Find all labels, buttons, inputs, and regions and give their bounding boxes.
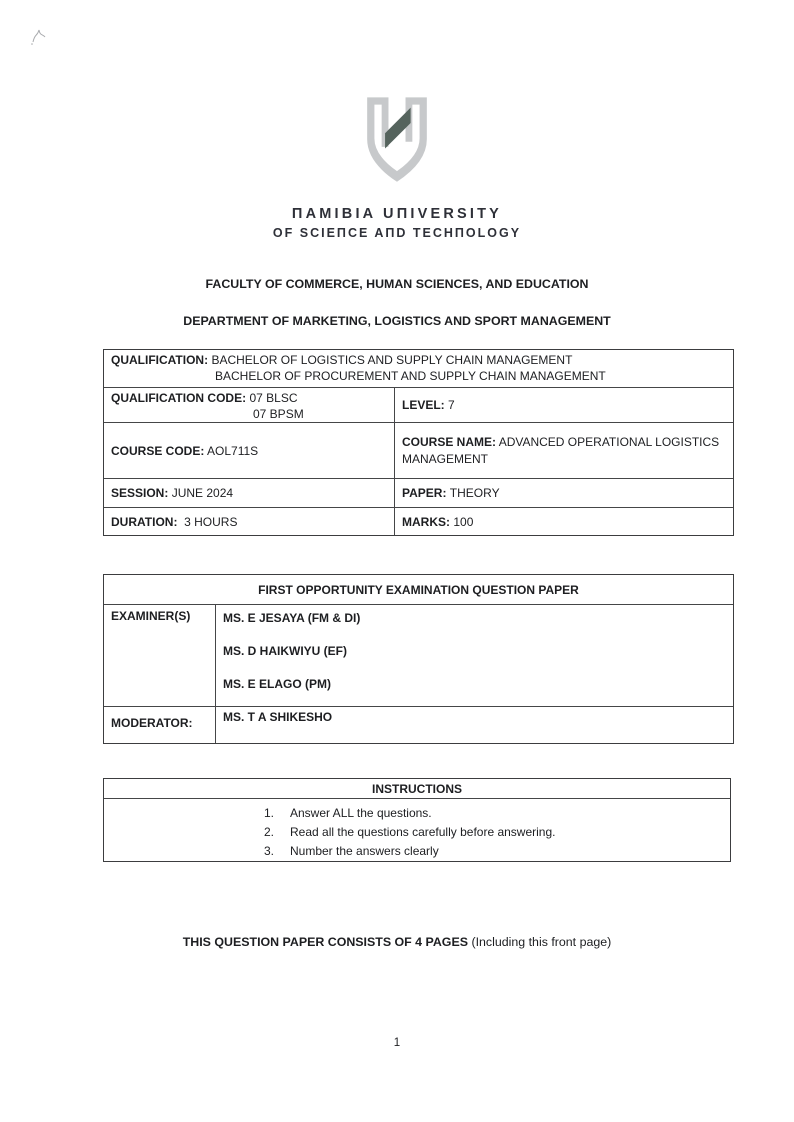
marks-label: MARKS: xyxy=(402,514,450,529)
duration-cell xyxy=(104,507,394,535)
page-count-statement xyxy=(0,935,794,949)
exam-paper-title: FIRST OPPORTUNITY EXAMINATION QUESTION PAPER xyxy=(258,582,579,597)
university-wordmark-line2: OF SCIEΠCE AΠD TECHΠOLOGY xyxy=(272,226,522,240)
duration-label: DURATION: xyxy=(111,514,178,529)
examiners-label-cell: EXAMINER(S) xyxy=(104,604,215,706)
nust-shield-icon xyxy=(354,94,440,198)
session-cell xyxy=(104,478,394,507)
qualification-cell xyxy=(104,350,733,387)
instructions-list xyxy=(104,798,730,861)
page-count-bold: THIS QUESTION PAPER CONSISTS OF 4 PAGES xyxy=(182,935,468,949)
instructions-table xyxy=(103,778,731,862)
qualification-code-line1: 07 BLSC xyxy=(249,391,298,405)
instruction-text: Number the answers clearly xyxy=(290,844,439,858)
marks-value: 100 xyxy=(453,514,474,529)
instruction-text: Read all the questions carefully before answering. xyxy=(290,825,556,839)
qualification-label: QUALIFICATION: xyxy=(111,353,209,367)
moderator-name-cell: MS. T A SHIKESHO xyxy=(215,706,733,743)
marks-cell xyxy=(394,507,733,535)
examiner-name: MS. E ELAGO (PM) xyxy=(223,677,331,691)
course-info-table xyxy=(103,349,734,536)
level-value: 7 xyxy=(448,398,455,412)
examination-table xyxy=(103,574,734,744)
paper-cell xyxy=(394,478,733,507)
page-count-normal: (Including this front page) xyxy=(471,935,612,949)
qualification-code-label: QUALIFICATION CODE: xyxy=(111,391,247,405)
course-code-label: COURSE CODE: xyxy=(111,443,205,458)
level-cell xyxy=(394,387,733,422)
examiner-name: MS. D HAIKWIYU (EF) xyxy=(223,644,347,658)
course-name-cell xyxy=(394,422,733,478)
instruction-number: 1. xyxy=(264,806,275,820)
moderator-label-cell: MODERATOR: xyxy=(104,706,215,743)
session-label: SESSION: xyxy=(111,486,169,500)
examiner-name: MS. E JESAYA (FM & DI) xyxy=(223,611,361,625)
instruction-number: 2. xyxy=(264,825,275,839)
university-logo xyxy=(0,94,794,240)
page-number: 1 xyxy=(393,1037,401,1049)
examiners-list-cell xyxy=(215,604,733,706)
university-wordmark-line1: ΠAMIBIA UΠIVERSITY xyxy=(291,206,503,222)
instruction-number: 3. xyxy=(264,844,275,858)
instruction-item xyxy=(264,823,730,842)
pen-scribble-mark xyxy=(30,24,60,48)
course-name-value: ADVANCED OPERATIONAL LOGISTICS MANAGEMENT xyxy=(402,434,720,466)
course-name-label: COURSE NAME: xyxy=(402,434,497,449)
qualification-code-cell xyxy=(104,387,394,422)
instruction-item xyxy=(264,842,730,861)
paper-value: THEORY xyxy=(449,486,500,500)
instruction-text: Answer ALL the questions. xyxy=(290,806,432,820)
course-code-value: AOL711S xyxy=(207,443,259,458)
duration-value: 3 HOURS xyxy=(184,514,238,529)
qualification-code-line2: 07 BPSM xyxy=(253,407,304,421)
qualification-value-line1: BACHELOR OF LOGISTICS AND SUPPLY CHAIN MANAGEMENT xyxy=(211,353,573,367)
session-value: JUNE 2024 xyxy=(171,486,234,500)
instruction-item xyxy=(264,804,730,823)
department-title: DEPARTMENT OF MARKETING, LOGISTICS AND SPORT MANAGEMENT xyxy=(183,314,611,328)
paper-label: PAPER: xyxy=(402,486,447,500)
level-label: LEVEL: xyxy=(402,398,445,412)
faculty-title: FACULTY OF COMMERCE, HUMAN SCIENCES, AND EDUCATION xyxy=(205,277,589,291)
qualification-value-line2: BACHELOR OF PROCUREMENT AND SUPPLY CHAIN MANAGEMENT xyxy=(215,369,606,383)
instructions-title: INSTRUCTIONS xyxy=(372,781,462,796)
course-code-cell xyxy=(104,422,394,478)
